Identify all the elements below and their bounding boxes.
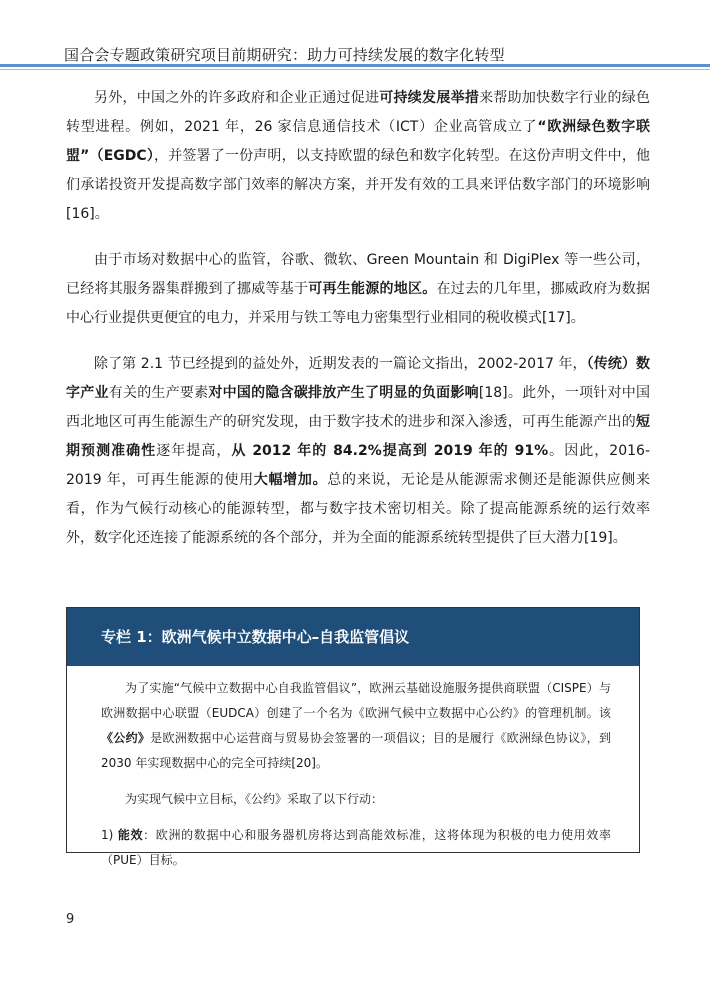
paragraph-1: 另外，中国之外的许多政府和企业正通过促进可持续发展举措来帮助加快数字行业的绿色转型进程。例如，2021 年，26 家信息通信技术（ICT）企业高管成立了“欧洲绿色数字联盟”（EGDC），并签署了一份声明，以支持欧盟的绿色和数字化转型。在这份声明文件中，他们承诺投资开发提高数字部门效率的解决方案，并开发有效的工具来评估数字部门的环境影响[16]。 <box>66 90 651 222</box>
box-body <box>67 666 639 873</box>
box-title: 专栏 1：欧洲气候中立数据中心–自我监管倡议 <box>67 608 639 666</box>
running-header: 国合会专题政策研究项目前期研究：助力可持续发展的数字化转型 <box>64 46 505 64</box>
sidebar-box <box>66 607 640 867</box>
main-body <box>66 84 650 553</box>
header-rule-thin <box>0 69 710 70</box>
box-list-item-1: 1) 能效：欧洲的数据中心和服务器机房将达到高能效标准，这将体现为积极的电力使用效率（PUE）目标。 <box>101 828 611 867</box>
box-paragraph-1: 为了实施“气候中立数据中心自我监管倡议”，欧洲云基础设施服务提供商联盟（CISPE）与欧洲数据中心联盟（EUDCA）创建了一个名为《欧洲气候中立数据中心公约》的管理机制。该《公约》是欧洲数据中心运营商与贸易协会签署的一项倡议；目的是履行《欧洲绿色协议》，到 2030 年实现数据中心的完全可持续[20]。 <box>101 681 611 770</box>
box-paragraph-2: 为实现气候中立目标，《公约》采取了以下行动： <box>125 792 384 806</box>
header-rule <box>0 64 710 67</box>
paragraph-2: 由于市场对数据中心的监管，谷歌、微软、Green Mountain 和 DigiPlex 等一些公司，已经将其服务器集群搬到了挪威等基于可再生能源的地区。在过去的几年里，挪威政府为数据中心行业提供更便宜的电力，并采用与铁工等电力密集型行业相同的税收模式[17]。 <box>66 252 650 326</box>
page-number: 9 <box>66 912 75 927</box>
paragraph-3: 除了第 2.1 节已经提到的益处外，近期发表的一篇论文指出，2002-2017 年，（传统）数字产业有关的生产要素对中国的隐含碳排放产生了明显的负面影响[18]。此外，一项针对中国西北地区可再生能源生产的研究发现，由于数字技术的进步和深入渗透，可再生能源产出的短期预测准确性逐年提高，从 2012 年的 84.2%提高到 2019 年的 91%。因此，2016-2019 年，可再生能源的使用大幅增加。总的来说，无论是从能源需求侧还是能源供应侧来看，作为气候行动核心的能源转型，都与数字技术密切相关。除了提高能源系统的运行效率外，数字化还连接了能源系统的各个部分，并为全面的能源系统转型提供了巨大潜力[19]。 <box>66 356 651 546</box>
